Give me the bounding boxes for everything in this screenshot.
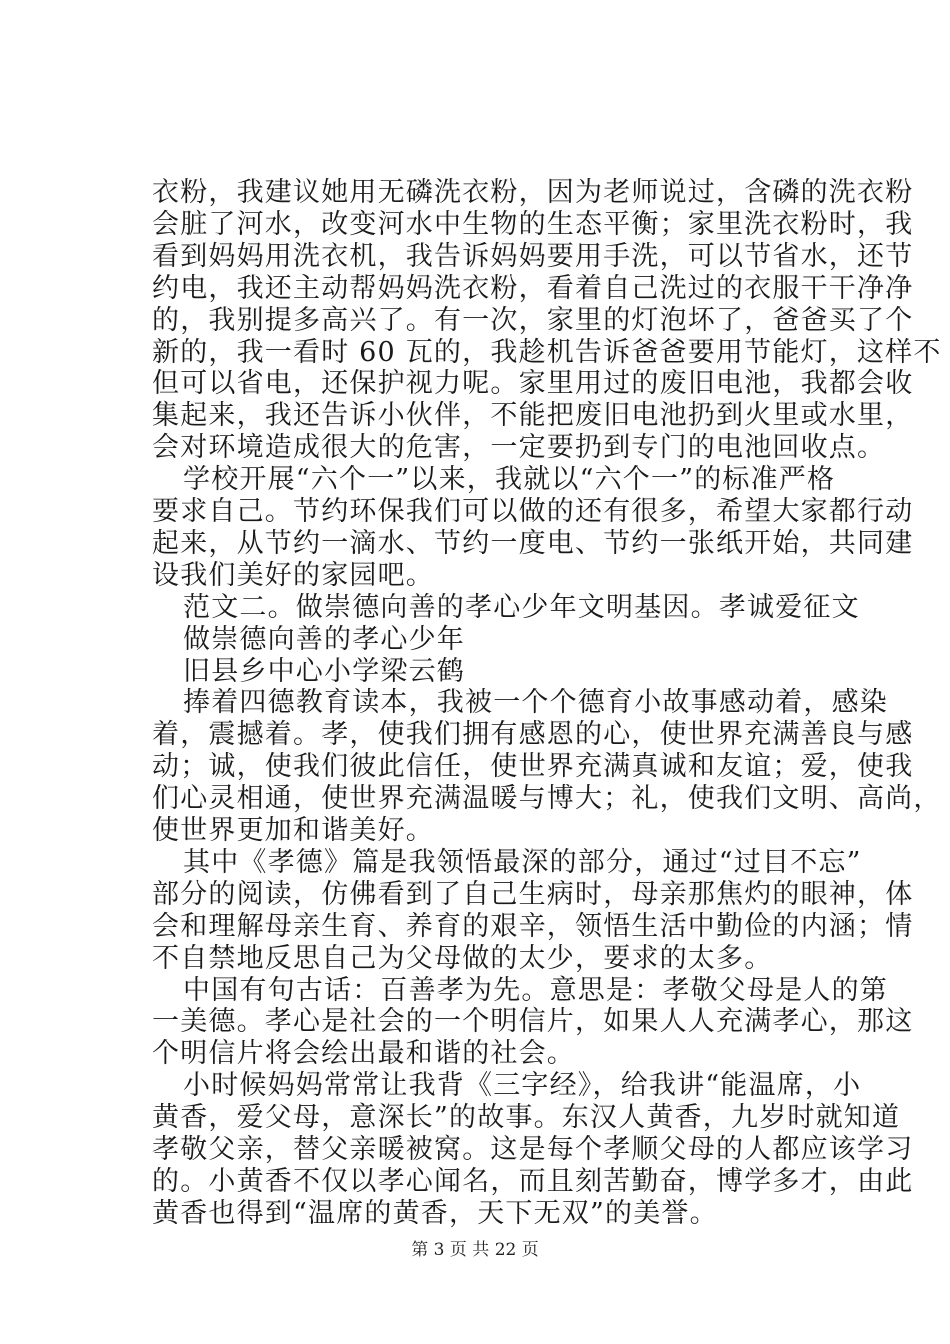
text-line: 但可以省电，还保护视力呢。家里用过的废旧电池，我都会收 [152, 368, 914, 399]
text-line: 新的，我一看时 60 瓦的，我趁机告诉爸爸要用节能灯，这样不 [152, 337, 942, 368]
text-line: 会脏了河水，改变河水中生物的生态平衡；家里洗衣粉时，我 [152, 209, 914, 240]
text-line: 着，震撼着。孝，使我们拥有感恩的心，使世界充满善良与感 [152, 719, 914, 750]
essay-title: 做崇德向善的孝心少年 [183, 624, 465, 655]
text-line: 一美德。孝心是社会的一个明信片，如果人人充满孝心，那这 [152, 1006, 914, 1037]
text-line: 部分的阅读，仿佛看到了自己生病时，母亲那焦灼的眼神，体 [152, 879, 914, 910]
text-line: 不自禁地反思自己为父母做的太少，要求的太多。 [152, 943, 773, 974]
text-line: 动；诚，使我们彼此信任，使世界充满真诚和友谊；爱，使我 [152, 751, 914, 782]
text-line: 设我们美好的家园吧。 [152, 560, 434, 591]
text-line: 集起来，我还告诉小伙伴，不能把废旧电池扔到火里或水里， [152, 400, 914, 431]
paragraph-start-line: 捧着四德教育读本，我被一个个德育小故事感动着，感染 [183, 687, 888, 718]
text-line: 个明信片将会绘出最和谐的社会。 [152, 1038, 575, 1069]
text-line: 看到妈妈用洗衣机，我告诉妈妈要用手洗，可以节省水，还节 [152, 241, 914, 272]
text-line: 黄香，爱父母，意深长”的故事。东汉人黄香，九岁时就知道 [152, 1102, 901, 1133]
text-line: 衣粉，我建议她用无磷洗衣粉，因为老师说过，含磷的洗衣粉 [152, 177, 914, 208]
section-heading: 范文二。做崇德向善的孝心少年文明基因。孝诚爱征文 [183, 592, 860, 623]
paragraph-start-line: 学校开展“六个一”以来，我就以“六个一”的标准严格 [183, 464, 836, 495]
text-line: 的。小黄香不仅以孝心闻名，而且刻苦勤奋，博学多才，由此 [152, 1166, 914, 1197]
paragraph-start-line: 其中《孝德》篇是我领悟最深的部分，通过“过目不忘” [183, 847, 862, 878]
text-line: 孝敬父亲，替父亲暖被窝。这是每个孝顺父母的人都应该学习 [152, 1134, 914, 1165]
text-line: 的，我别提多高兴了。有一次，家里的灯泡坏了，爸爸买了个 [152, 305, 914, 336]
text-line: 会和理解母亲生育、养育的艰辛，领悟生活中勤俭的内涵；情 [152, 911, 914, 942]
text-line: 起来，从节约一滴水、节约一度电、节约一张纸开始，共同建 [152, 528, 914, 559]
text-line: 们心灵相通，使世界充满温暖与博大；礼，使我们文明、高尚， [152, 783, 942, 814]
text-line: 黄香也得到“温席的黄香，天下无双”的美誉。 [152, 1198, 718, 1229]
text-line: 使世界更加和谐美好。 [152, 815, 434, 846]
text-line: 会对环境造成很大的危害，一定要扔到专门的电池回收点。 [152, 432, 886, 463]
author-line: 旧县乡中心小学梁云鹤 [183, 656, 465, 687]
page-number-footer: 第 3 页 共 22 页 [411, 1240, 539, 1260]
paragraph-start-line: 中国有句古话：百善孝为先。意思是：孝敬父母是人的第 [183, 975, 888, 1006]
text-line: 要求自己。节约环保我们可以做的还有很多，希望大家都行动 [152, 496, 914, 527]
text-line: 约电，我还主动帮妈妈洗衣粉，看着自己洗过的衣服干干净净 [152, 273, 914, 304]
paragraph-start-line: 小时候妈妈常常让我背《三字经》，给我讲“能温席，小 [183, 1070, 862, 1101]
